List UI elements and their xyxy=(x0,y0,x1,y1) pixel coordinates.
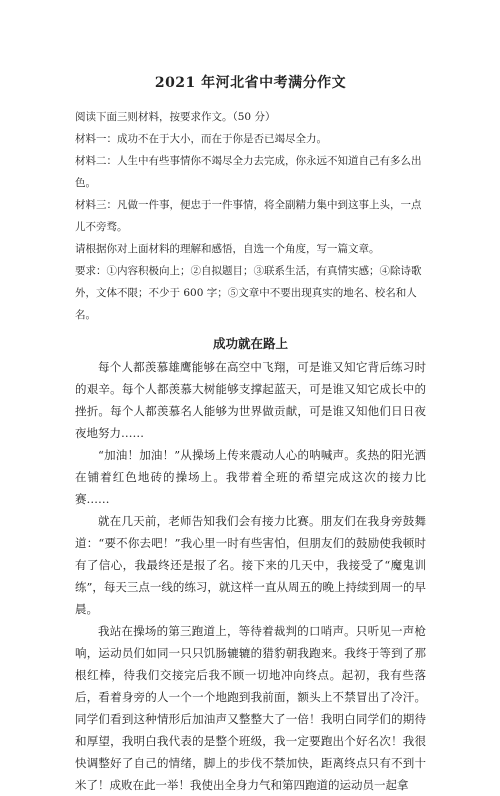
essay-paragraph: 我站在操场的第三跑道上，等待着裁判的口哨声。只听见一声枪响，运动员们如同一只只饥肠辘辘的猎豹朝我跑来。我终于等到了那根红棒，待我们交接完后我不顾一切地冲向终点。起初，我有些落后，看着身旁的人一个一个地跑到我前面，额头上不禁冒出了冷汗。同学们看到这种情形后加油声又整整大了一倍！我明白同学们的期待和厚望，我明白我代表的是整个班级，我一定要跑出个好名次！我很快调整好了自己的情绪，脚上的步伐不禁加快，距离终点只有不到十米了！成败在此一举！我使出全身力气和第四跑道的运动员一起拿 xyxy=(75,624,426,792)
writing-prompt xyxy=(75,106,426,326)
essay-paragraph: 每个人都羡慕雄鹰能够在高空中飞翔，可是谁又知它背后练习时的艰辛。每个人都羡慕大树能够支撑起蓝天，可是谁又知它成长中的挫折。每个人都羡慕名人能够为世界做贡献，可是谁又知他们日日夜夜地努力…… xyxy=(75,360,426,440)
essay-paragraph: “加油！加油！”从操场上传来震动人心的呐喊声。炙热的阳光洒在铺着红色地砖的操场上。我带着全班的希望完成这次的接力比赛…… xyxy=(75,448,426,506)
prompt-material-3: 材料三：凡做一件事，便忠于一件事情，将全副精力集中到这事上头，一点儿不旁骛。 xyxy=(75,199,422,233)
document-title: 2021 年河北省中考满分作文 xyxy=(154,75,347,91)
essay-title: 成功就在路上 xyxy=(212,336,288,351)
prompt-material-2: 材料二：人生中有些事情你不竭尽全力去完成，你永远不知道自己有多么出色。 xyxy=(75,155,422,189)
prompt-instruction: 请根据你对上面材料的理解和感悟，自选一个角度，写一篇文章。 xyxy=(75,243,380,255)
prompt-material-1: 材料一：成功不在于大小，而在于你是否已竭尽全力。 xyxy=(75,133,327,145)
essay-paragraph: 就在几天前，老师告知我们会有接力比赛。朋友们在我身旁鼓舞道：“要不你去吧！”我心里一时有些害怕，但朋友们的鼓励使我顿时有了信心，我最终还是报了名。接下来的几天中，我接受了“魔鬼训练”，每天三点一线的练习，就这样一直从周五的晚上持续到周一的早晨。 xyxy=(75,514,426,616)
prompt-requirements: 要求：①内容积极向上；②自拟题目；③联系生活，有真情实感；④除诗歌外，文体不限；不少于 600 字；⑤文章中不要出现真实的地名、校名和人名。 xyxy=(75,265,422,321)
prompt-intro: 阅读下面三则材料，按要求作文。（50 分） xyxy=(75,111,276,123)
essay-body xyxy=(75,356,426,796)
